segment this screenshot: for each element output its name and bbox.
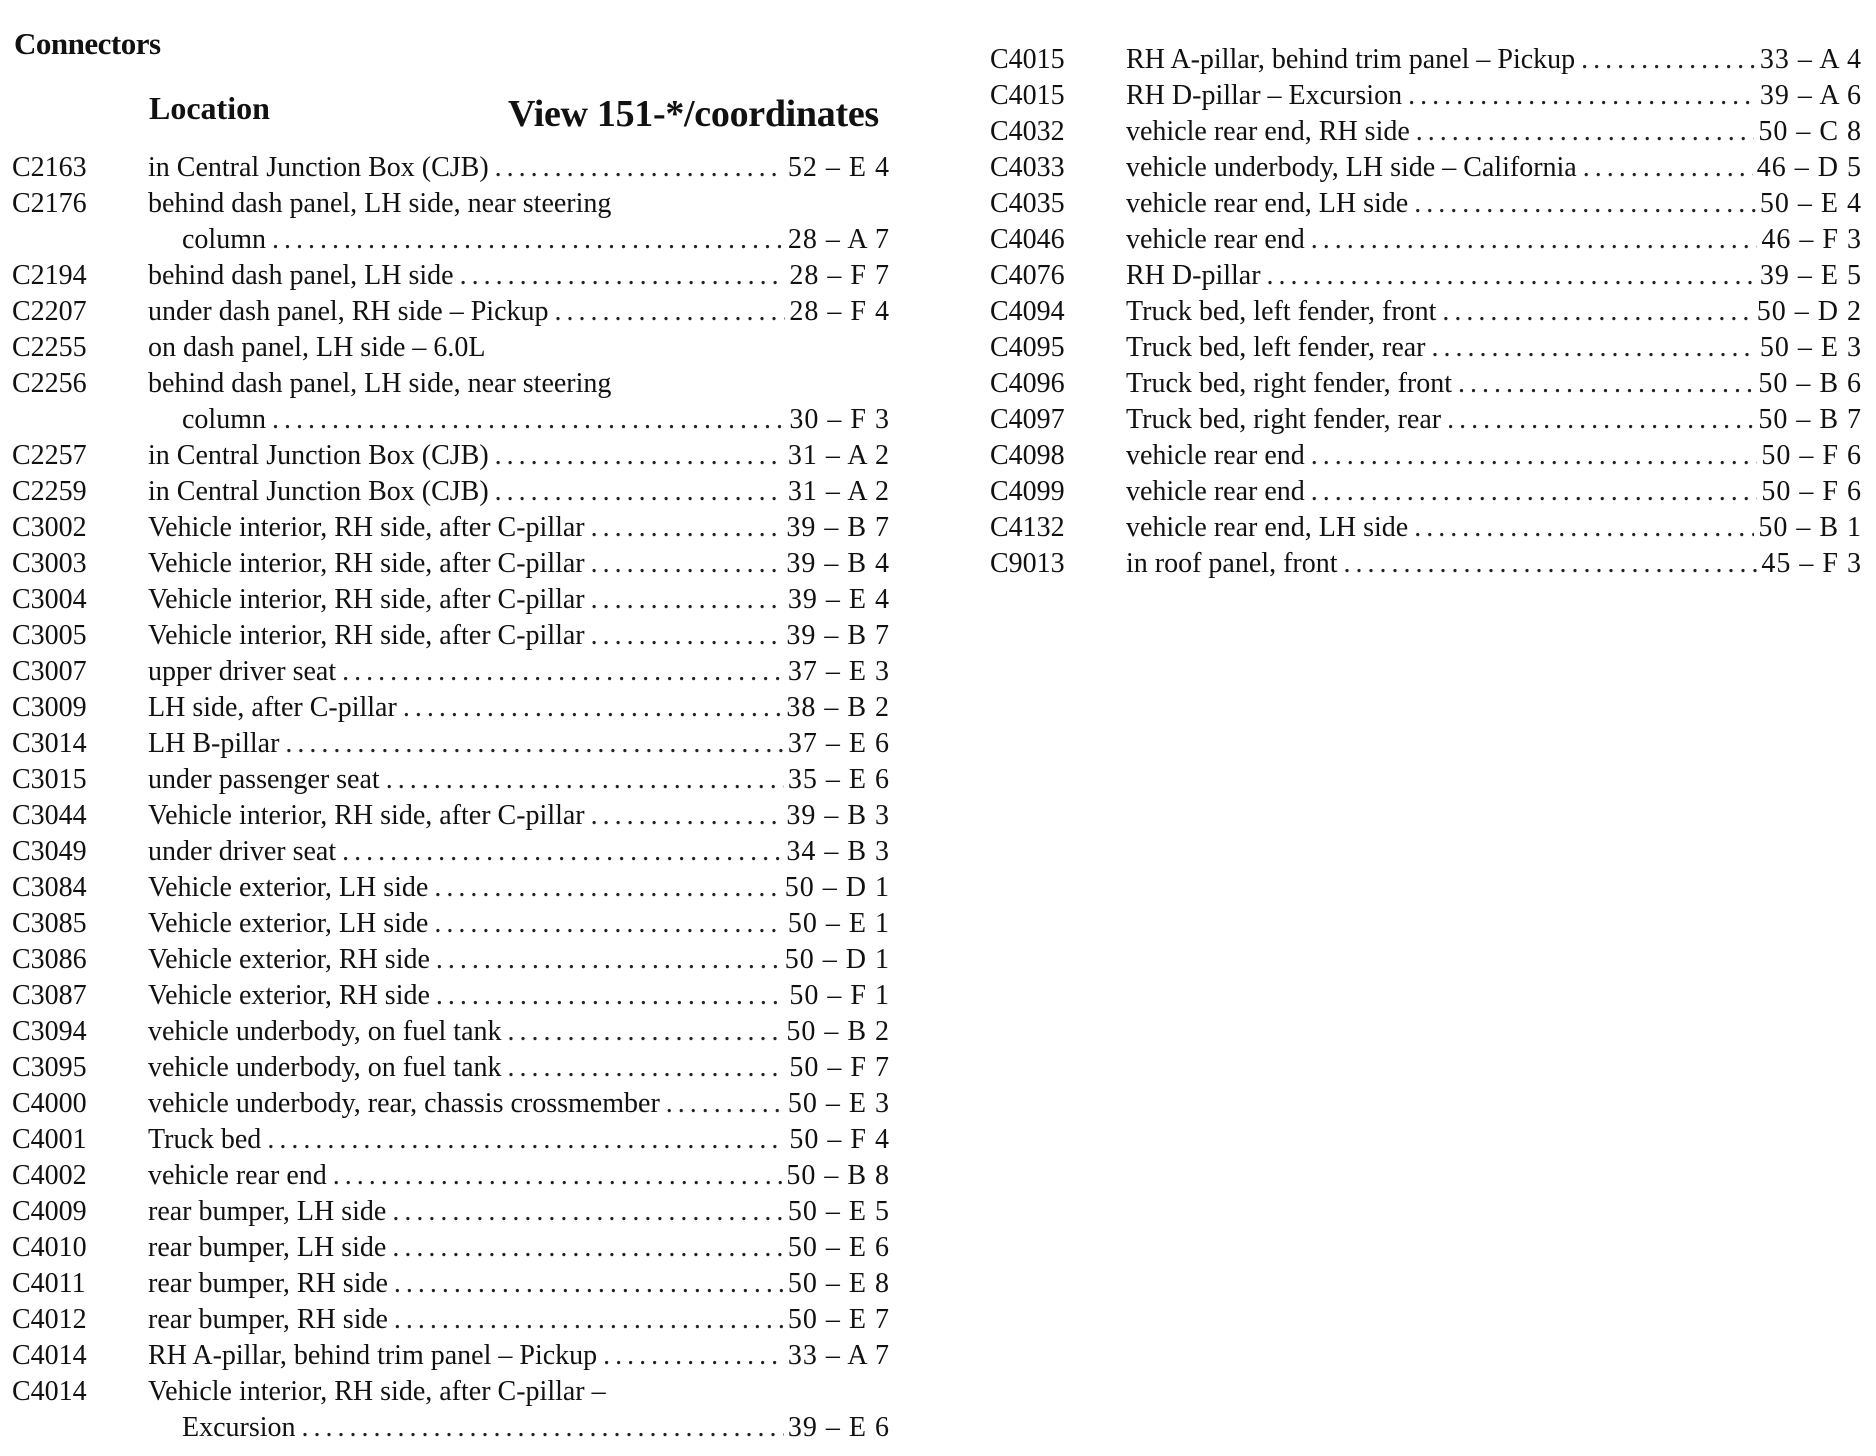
view-coordinates: 50 – B 6 [1758,368,1862,399]
connector-code: C4014 [12,1376,87,1407]
view-coordinates: 39 – B 7 [786,620,890,651]
connector-code: C3002 [12,512,87,543]
dot-leader [1458,366,1754,402]
dot-leader [591,798,783,834]
view-coordinates: 46 – D 5 [1756,152,1862,183]
view-coordinates: 31 – A 2 [787,440,890,471]
connector-code: C2256 [12,368,87,399]
dot-leader [272,402,785,438]
connector-code: C4046 [990,224,1065,255]
connector-location: vehicle rear end, LH side [1126,512,1409,543]
dot-leader [603,1338,784,1374]
connector-location: column [182,404,266,435]
view-coordinates: 50 – F 4 [789,1124,890,1155]
connector-location: behind dash panel, LH side, near steering [148,368,612,399]
dot-leader [436,942,781,978]
connector-location: Truck bed, left fender, rear [1126,332,1426,363]
connector-code: C3005 [12,620,87,651]
view-coordinates: 38 – B 2 [786,692,890,723]
view-coordinates: 39 – B 7 [786,512,890,543]
dot-leader [508,1014,783,1050]
dot-leader [1583,150,1753,186]
dot-leader [591,510,783,546]
connector-code: C4009 [12,1196,87,1227]
view-coordinates: 50 – E 5 [787,1196,890,1227]
dot-leader [666,1086,784,1122]
dot-leader [392,1194,784,1230]
connector-code: C4094 [990,296,1065,327]
view-coordinates: 52 – E 4 [787,152,890,183]
view-coordinates: 50 – F 7 [789,1052,890,1083]
connector-location: vehicle rear end, RH side [1126,116,1410,147]
dot-leader [1311,474,1758,510]
dot-leader [386,762,784,798]
connector-location: under dash panel, RH side – Pickup [148,296,549,327]
connector-location: LH side, after C-pillar [148,692,397,723]
connector-location: column [182,224,266,255]
dot-leader [460,258,786,294]
connector-location: Vehicle exterior, RH side [148,944,430,975]
dot-leader [392,1230,784,1266]
view-coordinates: 28 – A 7 [787,224,890,255]
dot-leader [1267,258,1756,294]
connector-location: vehicle rear end [148,1160,327,1191]
connector-location: Truck bed, right fender, front [1126,368,1452,399]
connector-code: C3014 [12,728,87,759]
connector-code: C4015 [990,44,1065,75]
connector-location: RH D-pillar [1126,260,1261,291]
view-coordinates: 50 – B 8 [786,1160,890,1191]
view-coordinates: 50 – D 2 [1756,296,1862,327]
dot-leader [1432,330,1756,366]
view-coordinates: 50 – E 1 [787,908,890,939]
view-coordinates: 50 – F 6 [1761,440,1862,471]
connector-code: C4014 [12,1340,87,1371]
connector-location: vehicle underbody, on fuel tank [148,1052,502,1083]
view-coordinates: 50 – B 1 [1758,512,1862,543]
view-coordinates: 33 – A 7 [787,1340,890,1371]
dot-leader [267,1122,785,1158]
connector-code: C4099 [990,476,1065,507]
connector-code: C4076 [990,260,1065,291]
connector-code: C3009 [12,692,87,723]
view-coordinates: 39 – E 4 [787,584,890,615]
connector-code: C3004 [12,584,87,615]
connector-location: vehicle rear end, LH side [1126,188,1409,219]
dot-leader [394,1266,784,1302]
view-coordinates: 39 – A 6 [1759,80,1862,111]
dot-leader [434,906,784,942]
connector-location: in Central Junction Box (CJB) [148,476,489,507]
connector-code: C2255 [12,332,87,363]
connector-location: behind dash panel, LH side [148,260,454,291]
view-coordinates: 50 – E 4 [1759,188,1862,219]
connector-location: Vehicle interior, RH side, after C-pillar [148,620,585,651]
view-coordinates: 50 – D 1 [784,872,890,903]
view-coordinates: 39 – B 4 [786,548,890,579]
connector-location: vehicle underbody, on fuel tank [148,1016,502,1047]
dot-leader [1447,402,1754,438]
view-coordinates: 34 – B 3 [786,836,890,867]
connector-location: Truck bed, left fender, front [1126,296,1437,327]
view-coordinates: 33 – A 4 [1759,44,1862,75]
view-coordinates: 50 – F 6 [1761,476,1862,507]
dot-leader [1408,78,1756,114]
connector-location: on dash panel, LH side – 6.0L [148,332,486,363]
connector-location: vehicle underbody, rear, chassis crossmember [148,1088,660,1119]
connector-location: Excursion [182,1412,296,1443]
view-coordinates: 31 – A 2 [787,476,890,507]
dot-leader [342,654,784,690]
connector-code: C3085 [12,908,87,939]
connector-location: under driver seat [148,836,337,867]
connector-location: Vehicle interior, RH side, after C-pillar [148,800,585,831]
dot-leader [495,438,784,474]
connector-location: in Central Junction Box (CJB) [148,152,489,183]
view-coordinates: 50 – D 1 [784,944,890,975]
dot-leader [1311,222,1758,258]
view-coordinates: 50 – C 8 [1758,116,1862,147]
dot-leader [394,1302,784,1338]
section-title: Connectors [14,26,161,61]
connector-code: C4000 [12,1088,87,1119]
connector-location: under passenger seat [148,764,380,795]
dot-leader [1442,294,1752,330]
view-coordinates: 50 – E 7 [787,1304,890,1335]
connector-location: Vehicle interior, RH side, after C-pillar [148,548,585,579]
view-coordinates: 50 – E 6 [787,1232,890,1263]
view-coordinates: 50 – B 2 [786,1016,890,1047]
connector-code: C3003 [12,548,87,579]
connector-code: C4097 [990,404,1065,435]
dot-leader [1416,114,1755,150]
connector-code: C4012 [12,1304,87,1335]
connector-code: C4010 [12,1232,87,1263]
connector-location: rear bumper, LH side [148,1232,387,1263]
connector-location: Truck bed [148,1124,262,1155]
dot-leader [591,582,784,618]
connector-code: C3044 [12,800,87,831]
dot-leader [403,690,783,726]
view-coordinates: 39 – E 6 [787,1412,890,1443]
connector-code: C2259 [12,476,87,507]
connector-code: C4015 [990,80,1065,111]
connector-location: Vehicle exterior, RH side [148,980,430,1011]
connector-location: upper driver seat [148,656,337,687]
connector-location: vehicle underbody, LH side – California [1126,152,1577,183]
view-coordinates: 35 – E 6 [787,764,890,795]
view-coordinates: 28 – F 7 [789,260,890,291]
connector-location: Vehicle interior, RH side, after C-pillar [148,512,585,543]
view-coordinates: 50 – E 3 [1759,332,1862,363]
dot-leader [591,546,783,582]
connector-location: Truck bed, right fender, rear [1126,404,1442,435]
connector-code: C4002 [12,1160,87,1191]
view-coordinates: 28 – F 4 [789,296,890,327]
connector-location: Vehicle interior, RH side, after C-pillar [148,584,585,615]
dot-leader [495,150,784,186]
dot-leader [1344,546,1758,582]
connector-code: C4035 [990,188,1065,219]
connector-code: C9013 [990,548,1065,579]
dot-leader [1311,438,1758,474]
connector-code: C3086 [12,944,87,975]
view-coordinates: 45 – F 3 [1761,548,1862,579]
connector-code: C3007 [12,656,87,687]
connector-code: C2207 [12,296,87,327]
dot-leader [342,834,782,870]
view-coordinates: 50 – F 1 [789,980,890,1011]
view-coordinates: 50 – B 7 [1758,404,1862,435]
connector-code: C4095 [990,332,1065,363]
connector-location: Vehicle exterior, LH side [148,872,429,903]
view-coordinates: 39 – E 5 [1759,260,1862,291]
connector-location: LH B-pillar [148,728,280,759]
view-coordinates: 30 – F 3 [789,404,890,435]
connector-code: C3049 [12,836,87,867]
connector-location: RH A-pillar, behind trim panel – Pickup [148,1340,598,1371]
connector-code: C3095 [12,1052,87,1083]
view-coordinates: 37 – E 6 [787,728,890,759]
connector-location: vehicle rear end [1126,476,1305,507]
connector-code: C4098 [990,440,1065,471]
dot-leader [272,222,784,258]
connector-location: RH A-pillar, behind trim panel – Pickup [1126,44,1576,75]
connector-code: C4011 [12,1268,86,1299]
dot-leader [591,618,783,654]
view-coordinates: 37 – E 3 [787,656,890,687]
connector-code: C3015 [12,764,87,795]
connector-code: C4001 [12,1124,87,1155]
dot-leader [495,474,784,510]
connector-location: RH D-pillar – Excursion [1126,80,1403,111]
connector-code: C2194 [12,260,87,291]
dot-leader [1581,42,1756,78]
connector-code: C2176 [12,188,87,219]
connector-location: rear bumper, RH side [148,1304,388,1335]
connector-location: rear bumper, LH side [148,1196,387,1227]
connector-location: vehicle rear end [1126,440,1305,471]
dot-leader [1414,186,1756,222]
dot-leader [285,726,783,762]
dot-leader [436,978,786,1014]
connector-code: C3094 [12,1016,87,1047]
connector-code: C4132 [990,512,1065,543]
dot-leader [434,870,780,906]
dot-leader [508,1050,786,1086]
connector-location: in roof panel, front [1126,548,1338,579]
connector-code: C3087 [12,980,87,1011]
connector-code: C4032 [990,116,1065,147]
dot-leader [1414,510,1754,546]
connector-code: C2163 [12,152,87,183]
dot-leader [333,1158,783,1194]
connector-location: Vehicle exterior, LH side [148,908,429,939]
connector-code: C3084 [12,872,87,903]
view-coordinates-column-header: View 151-*/coordinates [508,93,879,135]
connector-location: behind dash panel, LH side, near steering [148,188,612,219]
connector-location: in Central Junction Box (CJB) [148,440,489,471]
view-coordinates: 50 – E 3 [787,1088,890,1119]
connector-code: C4033 [990,152,1065,183]
connector-location: vehicle rear end [1126,224,1305,255]
connector-code: C4096 [990,368,1065,399]
connector-location: rear bumper, RH side [148,1268,388,1299]
view-coordinates: 39 – B 3 [786,800,890,831]
dot-leader [302,1410,784,1446]
view-coordinates: 46 – F 3 [1761,224,1862,255]
view-coordinates: 50 – E 8 [787,1268,890,1299]
connector-code: C2257 [12,440,87,471]
location-column-header: Location [149,90,270,126]
dot-leader [555,294,786,330]
connector-location: Vehicle interior, RH side, after C-pillar – [148,1376,606,1407]
